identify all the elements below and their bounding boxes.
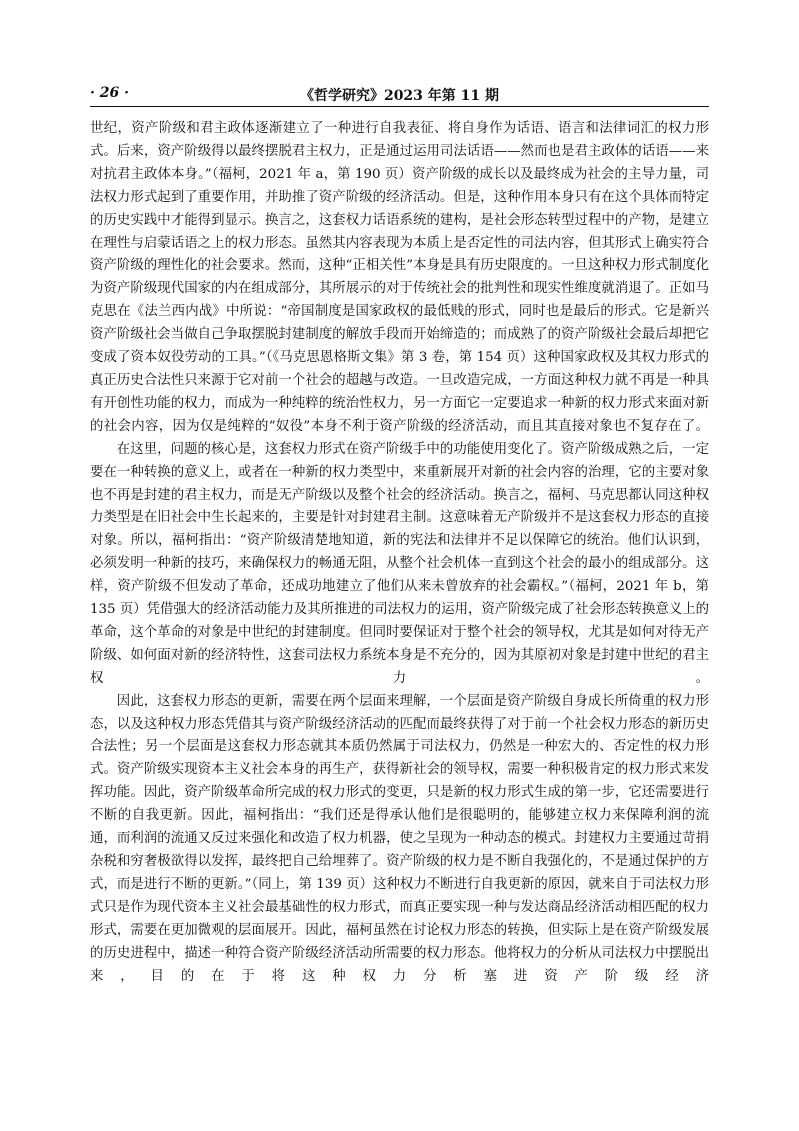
article-body bbox=[90, 118, 709, 988]
journal-title: 《哲学研究》2023 年第 11 期 bbox=[299, 88, 500, 104]
paragraph: 在这里，问题的核心是，这套权力形式在资产阶级手中的功能使用变化了。资产阶级成熟之后，一定要在一种转换的意义上，或者在一种新的权力类型中，来重新展开对新的社会内容的治理，它的主要对象也不再是封建的君主权力，而是无产阶级以及整个社会的经济活动。换言之，福柯、马克思都认同这种权力类型是在旧社会中生长起来的，主要是针对封建君主制。这意味着无产阶级并不是这套权力形态的直接对象。所以，福柯指出：“资产阶级清楚地知道，新的宪法和法律并不足以保障它的统治。他们认识到，必须发明一种新的技巧，来确保权力的畅通无阻，从整个社会机体一直到这个社会的最小的组成部分。这样，资产阶级不但发动了革命，还成功地建立了他们从来未曾放弃的社会霸权。”（福柯，2021 年 b，第 135 页）凭借强大的经济活动能力及其所推进的司法权力的运用，资产阶级完成了社会形态转换意义上的革命，这个革命的对象是中世纪的封建制度。但同时要保证对于整个社会的领导权，尤其是如何对待无产阶级、如何面对新的经济特性，这套司法权力系统本身是不充分的，因为其原初对象是封建中世纪的君主权力。 bbox=[90, 441, 709, 686]
header-rule bbox=[90, 106, 709, 107]
paragraph: 世纪，资产阶级和君主政体逐渐建立了一种进行自我表征、将自身作为话语、语言和法律词汇的权力形式。后来，资产阶级得以最终摆脱君主权力，正是通过运用司法话语——然而也是君主政体的话语——来对抗君主政体本身。”（福柯，2021 年 a，第 190 页）资产阶级的成长以及最终成为社会的主导力量，司法权力形式起到了重要作用，并助推了资产阶级的经济活动。但是，这种作用本身只有在这个具体而特定的历史实践中才能得到显示。换言之，这套权力话语系统的建构，是社会形态转型过程中的产物，是建立在理性与启蒙话语之上的权力形态。虽然其内容表现为本质上是否定性的司法内容，但其形式上确实符合资产阶级的理性化的社会要求。然而，这种“正相关性”本身是具有历史限度的。一旦这种权力形式制度化为资产阶级现代国家的内在组成部分，其所展示的对于传统社会的批判性和现实性维度就消退了。正如马克思在《法兰西内战》中所说：“帝国制度是国家政权的最低贱的形式，同时也是最后的形式。它是新兴资产阶级社会当做自己争取摆脱封建制度的解放手段而开始缔造的；而成熟了的资产阶级社会最后却把它变成了资本奴役劳动的工具。”（《马克思恩格斯文集》第 3 卷，第 154 页）这种国家政权及其权力形式的真正历史合法性只来源于它对前一个社会的超越与改造。一旦改造完成，一方面这种权力就不再是一种具有开创性功能的权力，而成为一种纯粹的统治性权力，另一方面它一定要追求一种新的权力形式来面对新的社会内容，因为仅是纯粹的“奴役”本身不利于资产阶级的经济活动，而且其直接对象也不复存在了。 bbox=[90, 121, 709, 434]
running-header bbox=[90, 82, 709, 104]
page-number: · 26 · bbox=[90, 85, 129, 101]
paragraph: 因此，这套权力形态的更新，需要在两个层面来理解，一个层面是资产阶级自身成长所倚重的权力形态，以及这种权力形态凭借其与资产阶级经济活动的匹配而最终获得了对于前一个社会权力形态的新历史合法性；另一个层面是这套权力形态就其本质仍然属于司法权力，仍然是一种宏大的、否定性的权力形式。资产阶级实现资本主义社会本身的再生产，获得新社会的领导权，需要一种积极肯定的权力形式来发挥功能。因此，资产阶级革命所完成的权力形式的变更，只是新的权力形式生成的第一步，它还需要进行不断的自我更新。因此，福柯指出：“我们还是得承认他们是很聪明的，能够建立权力来保障利润的流通，而利润的流通又反过来强化和改造了权力机器，使之呈现为一种动态的模式。封建权力主要通过苛捐杂税和穷奢极欲得以发挥，最终把自己给埋葬了。资产阶级的权力是不断自我强化的，不是通过保护的方式，而是进行不断的更新。”（同上，第 139 页）这种权力不断进行自我更新的原因，就来自于司法权力形式只是作为现代资本主义社会最基础性的权力形式，而真正要实现一种与发达商品经济活动相匹配的权力形式，需要在更加微观的层面展开。因此，福柯虽然在讨论权力形态的转换，但实际上是在资产阶级发展的历史进程中，描述一种符合资产阶级经济活动所需要的权力形态。他将权力的分析从司法权力中摆脱出来，目的在于将这种权力分析塞进资产阶级经济 bbox=[90, 693, 709, 984]
